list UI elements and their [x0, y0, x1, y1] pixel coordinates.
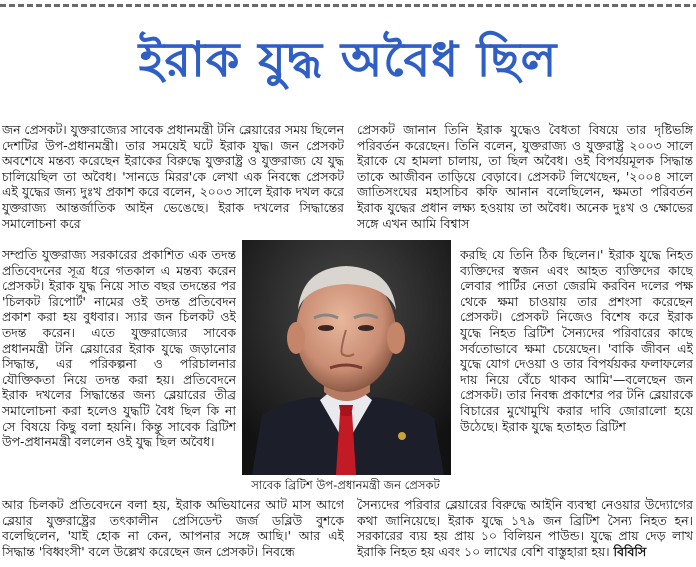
paragraph-right-top: প্রেসকট জানান তিনি ইরাক যুদ্ধেও বৈধতা বিষয়ে তার দৃষ্টিভঙ্গি পরিবর্তন করেছেন। তিনি বলেন, যুক্তরাজ্য ও যুক্তরাষ্ট্র ২০০৩ সালে ইরাকে যে হামলা চালায়, তা ছিল অবৈধ। ওই বিপর্যয়মূলক সিদ্ধান্ত তাকে আজীবন তাড়িয়ে বেড়াবে। প্রেসকট লিখেছেন, '২০০৪ সালে জাতিসংঘের মহাসচিব কফি আনান বলেছিলেন, ক্ষমতা পরিবর্তন ইরাক যুদ্ধের প্রধান লক্ষ্য হওয়ায় তা অবৈধ। অনেক দুঃখ ও ক্ষোভের সঙ্গে এখন আমি বিশ্বাস: [357, 122, 693, 231]
left-column-mid: [2, 247, 236, 497]
paragraph-left-bottom: আর চিলকট প্রতিবেদনে বলা হয়, ইরাক অভিযানের আট মাস আগে ব্লেয়ার যুক্তরাষ্ট্রের তৎকালীন প্রেসিডেন্ট জর্জ ডব্লিউ বুশকে বলেছিলেন, 'যাই হোক না কেন, আপনার সঙ্গে আছি।' আর এই সিদ্ধান্ত 'বিধ্বংসী' বলে উল্লেখ করেছেন জন প্রেসকট। নিবন্ধে: [2, 497, 344, 559]
top-decorative-rule: [0, 4, 696, 7]
source-credit: বিবিসি: [613, 543, 647, 559]
right-column-mid: [460, 247, 693, 497]
right-column-top: [357, 122, 693, 247]
portrait-illustration: [242, 240, 451, 475]
headline: ইরাক যুদ্ধ অবৈধ ছিল: [138, 32, 558, 88]
left-column-bottom: [2, 497, 344, 563]
right-column-bottom: [357, 497, 693, 563]
paragraph-right-bottom: সৈন্যদের পরিবার ব্লেয়ারের বিরুদ্ধে আইনি ব্যবস্থা নেওয়ার উদ্যোগের কথা জানিয়েছে। ইরাক যুদ্ধে ১৭৯ জন ব্রিটিশ সৈন্য নিহত হন। সরকারের ব্যয় হয় প্রায় ১০ বিলিয়ন পাউন্ড। যুদ্ধে প্রায় দেড় লাখ ইরাকি নিহত হয় এবং ১০ লাখের বেশি বাস্তুহারা হয়। বিবিসি: [357, 497, 693, 559]
paragraph-right-mid: করছি যে তিনি ঠিক ছিলেন।' ইরাক যুদ্ধে নিহত ব্যক্তিদের স্বজন এবং আহত ব্যক্তিদের কাছে লেবার পার্টির নেতা জেরমি করবিন দলের পক্ষ থেকে ক্ষমা চাওয়ায় তার প্রশংসা করেছেন প্রেসকট। প্রেসকট নিজেও বিশেষ করে ইরাক যুদ্ধে নিহত ব্রিটিশ সৈন্যদের পরিবারের কাছে সর্বতোভাবে ক্ষমা চেয়েছেন। 'বাকি জীবন এই যুদ্ধে যোগ দেওয়া ও তার বিপর্যয়কর ফলাফলের দায় নিয়ে বেঁচে থাকব আমি'—বলেছেন জন প্রেসকট। তার নিবন্ধ প্রকাশের পর টনি ব্লেয়ারকে বিচারের মুখোমুখি করার দাবি জোরালো হয়ে উঠেছে। ইরাক যুদ্ধে হতাহত ব্রিটিশ: [460, 247, 693, 434]
headline-banner: [0, 12, 696, 112]
left-column-top: [2, 122, 344, 247]
photo-caption: সাবেক ব্রিটিশ উপ-প্রধানমন্ত্রী জন প্রেসকট: [251, 478, 440, 492]
paragraph-left-mid: সম্প্রতি যুক্তরাজ্য সরকারের প্রকাশিত এক তদন্ত প্রতিবেদনের সূত্র ধরে গতকাল এ মন্তব্য করেন প্রেসকট। ইরাক যুদ্ধ নিয়ে সাত বছর তদন্তের পর 'চিলকট রিপোর্ট' নামের ওই তদন্ত প্রতিবেদন প্রকাশ করা হয় বুধবার। স্যার জন চিলকট ওই তদন্ত করেন। এতে যুক্তরাজ্যের সাবেক প্রধানমন্ত্রী টনি ব্লেয়ারের ইরাক যুদ্ধে জড়ানোর সিদ্ধান্ত, এর পরিকল্পনা ও পরিচালনার যৌক্তিকতা নিয়ে তদন্ত করা হয়। প্রতিবেদনে ইরাক দখলের সিদ্ধান্তের জন্য ব্লেয়ারের তীব্র সমালোচনা করা হলেও যুদ্ধটি বৈধ ছিল কি না সে বিষয়ে কিছু বলা হয়নি। কিন্তু সাবেক ব্রিটিশ উপ-প্রধানমন্ত্রী বললেন ওই যুদ্ধ ছিল অবৈধ।: [2, 247, 236, 450]
portrait-photo: [242, 240, 451, 475]
paragraph-left-top: জন প্রেসকট। যুক্তরাজ্যের সাবেক প্রধানমন্ত্রী টনি ব্লেয়ারের সময় ছিলেন দেশটির উপ-প্রধানমন্ত্রী। তার সময়েই ঘটে ইরাক যুদ্ধ। জন প্রেসকট অবশেষে মন্তব্য করেছেন ইরাকের বিরুদ্ধে যুক্তরাষ্ট্র ও যুক্তরাজ্য যে যুদ্ধ চালিয়েছিল তা অবৈধ। 'সানডে মিরর'কে লেখা এক নিবন্ধে প্রেসকট এই যুদ্ধের জন্য দুঃখ প্রকাশ করে বলেন, ২০০৩ সালে ইরাক দখল করে যুক্তরাজ্য আন্তর্জাতিক আইন ভেঙেছে। ইরাক দখলের সিদ্ধান্তের সমালোচনা করে: [2, 122, 344, 231]
